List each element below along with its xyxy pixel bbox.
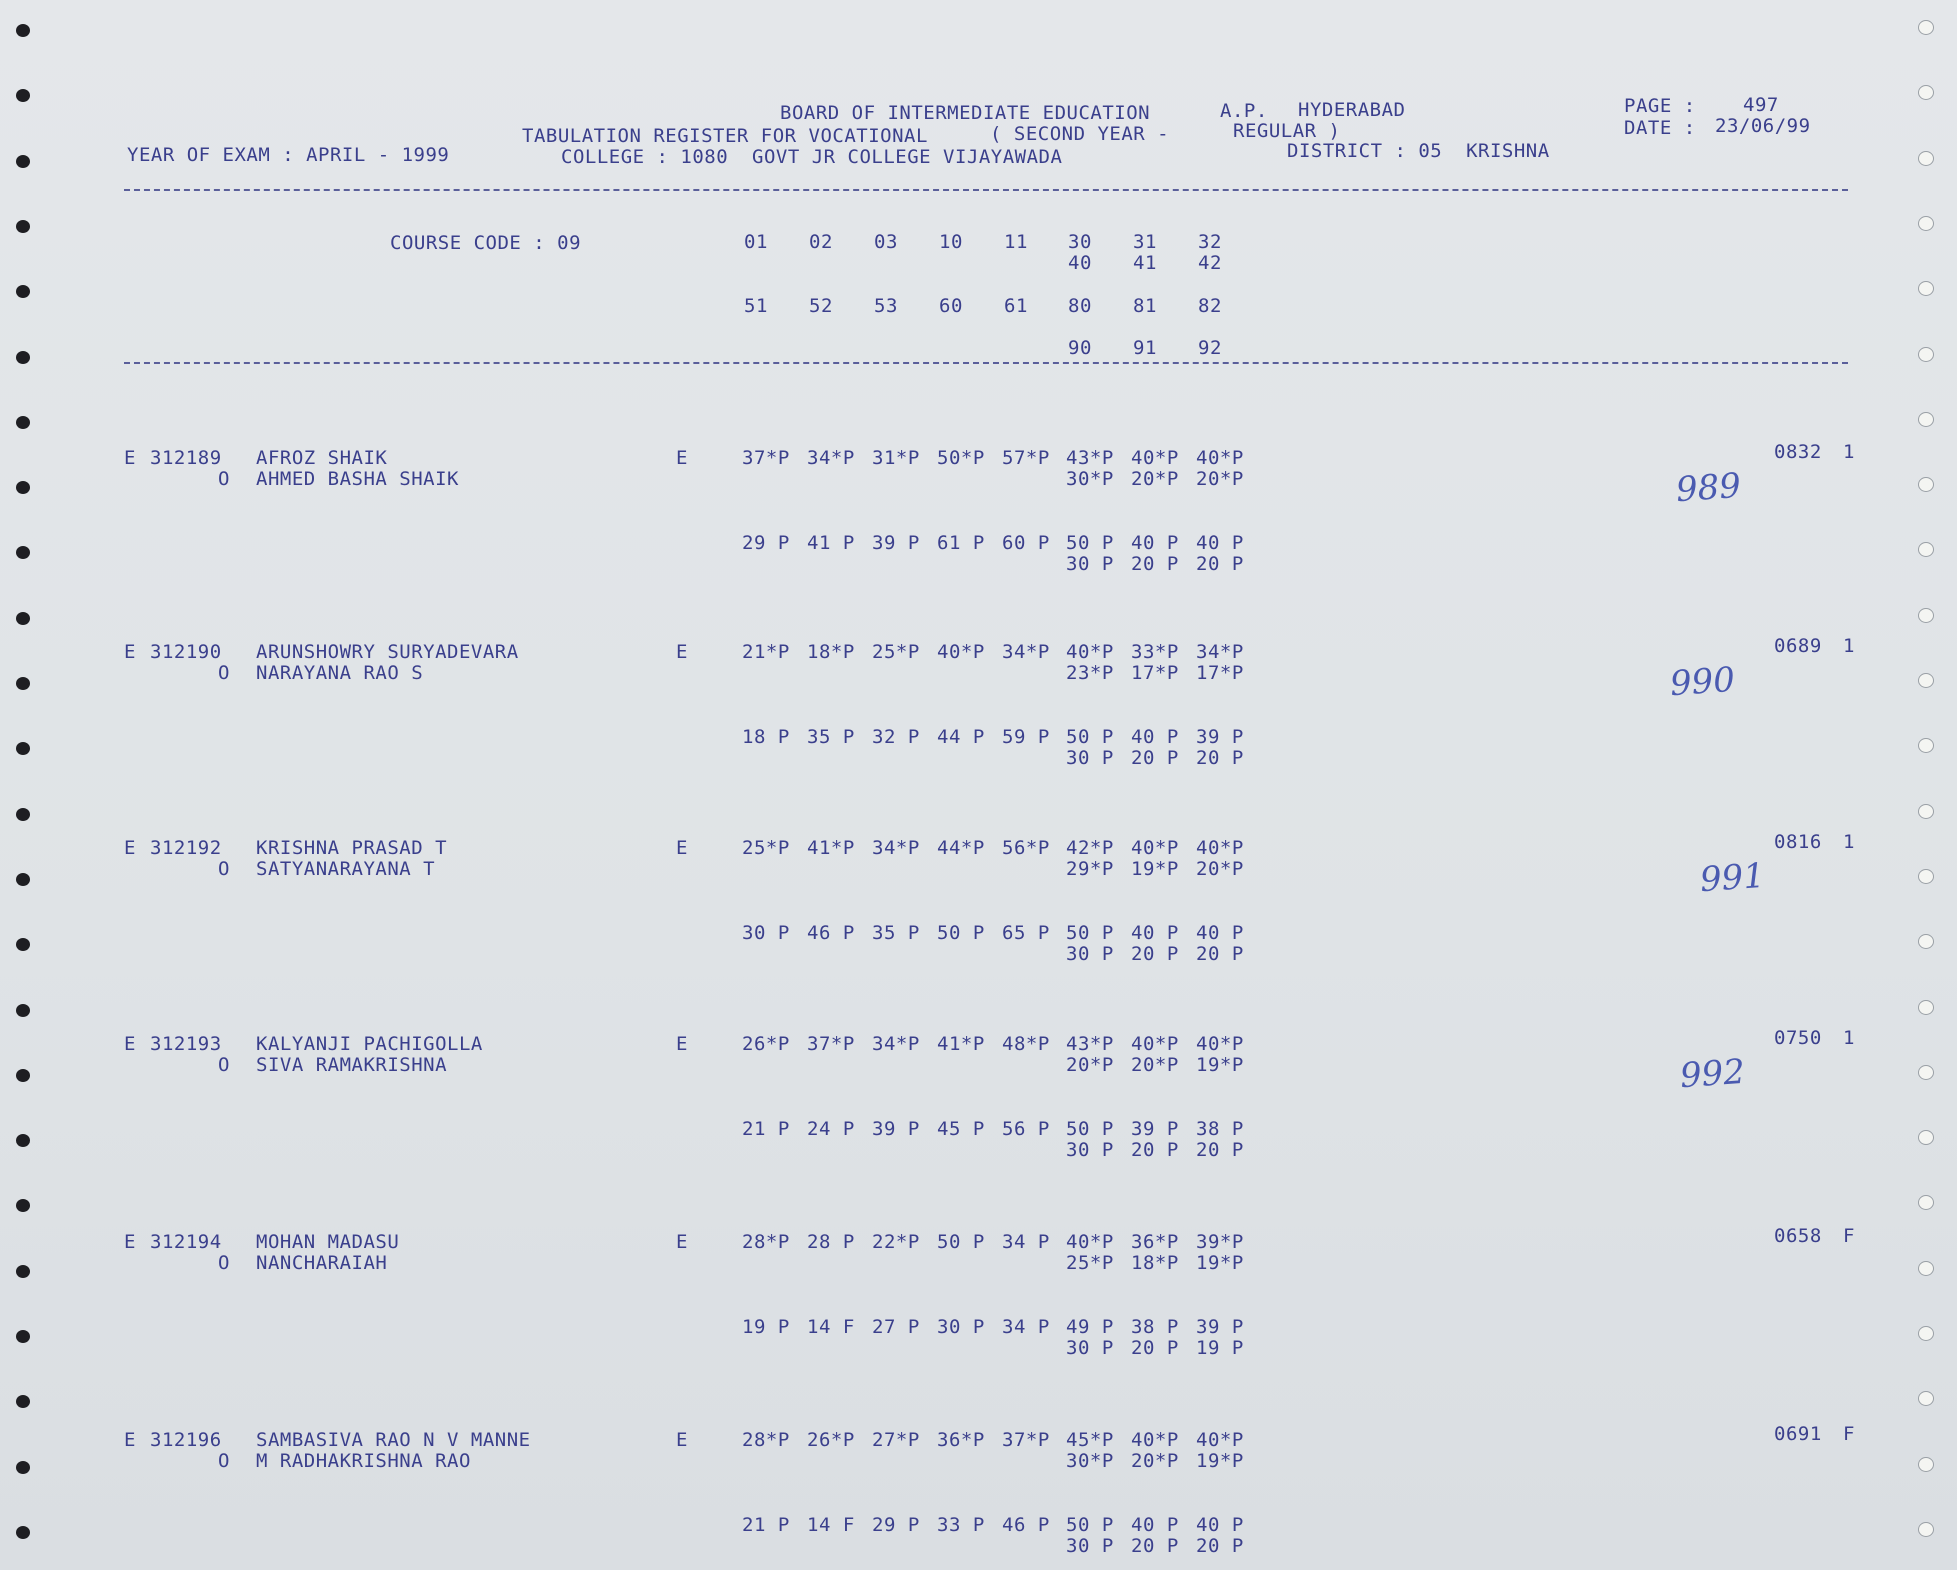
mark-cell: 20 P xyxy=(1196,1535,1244,1557)
mark-cell: 28*P xyxy=(742,1231,790,1253)
feed-hole xyxy=(16,1526,30,1539)
mark-cell: 27*P xyxy=(872,1429,920,1451)
mark-cell: 33 P xyxy=(937,1514,985,1536)
result-code: 1 xyxy=(1843,635,1855,657)
mark-cell: 40*P xyxy=(1131,447,1179,469)
result-code: F xyxy=(1843,1225,1855,1247)
mark-cell: 29*P xyxy=(1066,858,1114,880)
mark-cell: 50 P xyxy=(1066,1118,1114,1140)
date-label: DATE : xyxy=(1624,117,1696,139)
feed-hole xyxy=(16,220,30,233)
feed-hole xyxy=(1918,1065,1934,1080)
relation-code: O xyxy=(218,468,230,490)
subject-code: 80 xyxy=(1068,295,1092,317)
feed-hole xyxy=(16,1134,30,1147)
college-label: COLLEGE : 1080 GOVT JR COLLEGE VIJAYAWADA xyxy=(561,146,1063,168)
mark-cell: 48*P xyxy=(1002,1033,1050,1055)
mark-cell: 25*P xyxy=(872,641,920,663)
mark-cell: 39 P xyxy=(872,532,920,554)
print-date: 23/06/99 xyxy=(1715,115,1811,137)
mark-cell: 50 P xyxy=(1066,922,1114,944)
mark-cell: 20 P xyxy=(1131,943,1179,965)
mark-cell: 50 P xyxy=(1066,1514,1114,1536)
board-title: BOARD OF INTERMEDIATE EDUCATION xyxy=(780,102,1151,124)
mark-cell: 59 P xyxy=(1002,726,1050,748)
mark-cell: 57*P xyxy=(1002,447,1050,469)
mark-cell: 19*P xyxy=(1131,858,1179,880)
mark-cell: 20 P xyxy=(1196,747,1244,769)
mark-cell: 40*P xyxy=(1196,447,1244,469)
feed-hole xyxy=(16,677,30,690)
exam-type: E xyxy=(124,1429,136,1451)
mark-cell: 20 P xyxy=(1131,1139,1179,1161)
parent-name: M RADHAKRISHNA RAO xyxy=(256,1450,471,1472)
mark-cell: 40*P xyxy=(1131,1033,1179,1055)
mark-cell: 25*P xyxy=(742,837,790,859)
result-code: 1 xyxy=(1843,1027,1855,1049)
subject-code: 90 xyxy=(1068,337,1092,359)
mark-cell: 20 P xyxy=(1131,1337,1179,1359)
mark-cell: 41 P xyxy=(807,532,855,554)
mark-cell: 20*P xyxy=(1131,1450,1179,1472)
mark-cell: 40*P xyxy=(1196,837,1244,859)
mark-cell: 40 P xyxy=(1196,922,1244,944)
handwritten-serial: 989 xyxy=(1674,465,1743,511)
feed-hole xyxy=(1918,477,1934,492)
mark-cell: 40 P xyxy=(1196,1514,1244,1536)
feed-hole xyxy=(16,1004,30,1017)
mark-cell: 38 P xyxy=(1131,1316,1179,1338)
mark-cell: 34*P xyxy=(872,1033,920,1055)
feed-hole xyxy=(1918,673,1934,688)
exam-type: E xyxy=(124,641,136,663)
student-name: AFROZ SHAIK xyxy=(256,447,388,469)
mark-cell: 20 P xyxy=(1131,1535,1179,1557)
mark-cell: 50 P xyxy=(937,1231,985,1253)
roll-number: 312190 xyxy=(150,641,222,663)
page-label: PAGE : xyxy=(1624,95,1696,117)
result-code: F xyxy=(1843,1423,1855,1445)
mark-cell: 32 P xyxy=(872,726,920,748)
subject-code: 40 xyxy=(1068,252,1092,274)
mark-cell: 40*P xyxy=(1196,1429,1244,1451)
subject-code: 82 xyxy=(1198,295,1222,317)
city-label: HYDERABAD xyxy=(1298,99,1406,121)
mark-cell: 29 P xyxy=(872,1514,920,1536)
subject-code: 51 xyxy=(744,295,768,317)
feed-hole xyxy=(1918,20,1934,35)
mark-cell: 26*P xyxy=(742,1033,790,1055)
mark-cell: 38 P xyxy=(1196,1118,1244,1140)
total-marks: 0816 xyxy=(1774,831,1822,853)
relation-code: O xyxy=(218,1054,230,1076)
feed-hole xyxy=(16,416,30,429)
mark-cell: 19 P xyxy=(1196,1337,1244,1359)
mark-cell: 29 P xyxy=(742,532,790,554)
mark-cell: 17*P xyxy=(1196,662,1244,684)
mark-cell: 46 P xyxy=(1002,1514,1050,1536)
mark-cell: 18*P xyxy=(1131,1252,1179,1274)
parent-name: NARAYANA RAO S xyxy=(256,662,424,684)
mark-cell: 20*P xyxy=(1131,1054,1179,1076)
mark-cell: 34 P xyxy=(1002,1231,1050,1253)
mark-cell: 65 P xyxy=(1002,922,1050,944)
mark-cell: 43*P xyxy=(1066,1033,1114,1055)
mark-cell: 35 P xyxy=(872,922,920,944)
mark-cell: 36*P xyxy=(937,1429,985,1451)
student-name: ARUNSHOWRY SURYADEVARA xyxy=(256,641,519,663)
mark-cell: 50 P xyxy=(1066,532,1114,554)
mark-cell: 22*P xyxy=(872,1231,920,1253)
subject-code: 30 xyxy=(1068,231,1092,253)
feed-hole xyxy=(1918,1457,1934,1472)
mark-cell: 45 P xyxy=(937,1118,985,1140)
mark-cell: 50 P xyxy=(1066,726,1114,748)
subject-code: 61 xyxy=(1004,295,1028,317)
subject-code: 31 xyxy=(1133,231,1157,253)
mark-cell: 40 P xyxy=(1131,922,1179,944)
register-title: TABULATION REGISTER FOR VOCATIONAL xyxy=(522,125,928,147)
mark-cell: 50 P xyxy=(937,922,985,944)
feed-hole xyxy=(16,1330,30,1343)
mark-cell: 20 P xyxy=(1196,943,1244,965)
mark-cell: 45*P xyxy=(1066,1429,1114,1451)
medium-code: E xyxy=(676,837,688,859)
result-code: 1 xyxy=(1843,831,1855,853)
feed-hole xyxy=(1918,608,1934,623)
mark-cell: 14 F xyxy=(807,1514,855,1536)
mark-cell: 20*P xyxy=(1196,468,1244,490)
mark-cell: 46 P xyxy=(807,922,855,944)
header-rule xyxy=(124,189,1848,191)
feed-hole xyxy=(1918,1522,1934,1537)
feed-hole xyxy=(1918,1000,1934,1015)
mark-cell: 60 P xyxy=(1002,532,1050,554)
mark-cell: 56 P xyxy=(1002,1118,1050,1140)
medium-code: E xyxy=(676,1033,688,1055)
mark-cell: 21 P xyxy=(742,1514,790,1536)
subject-code: 41 xyxy=(1133,252,1157,274)
mark-cell: 14 F xyxy=(807,1316,855,1338)
mark-cell: 30*P xyxy=(1066,468,1114,490)
student-name: SAMBASIVA RAO N V MANNE xyxy=(256,1429,531,1451)
feed-hole xyxy=(16,1069,30,1082)
mark-cell: 39 P xyxy=(872,1118,920,1140)
mark-cell: 20 P xyxy=(1131,553,1179,575)
mark-cell: 40 P xyxy=(1131,1514,1179,1536)
mark-cell: 43*P xyxy=(1066,447,1114,469)
student-name: KALYANJI PACHIGOLLA xyxy=(256,1033,483,1055)
mark-cell: 30 P xyxy=(1066,1337,1114,1359)
mark-cell: 37*P xyxy=(807,1033,855,1055)
regular-label: REGULAR ) xyxy=(1233,120,1341,142)
parent-name: NANCHARAIAH xyxy=(256,1252,388,1274)
mark-cell: 34*P xyxy=(1196,641,1244,663)
mark-cell: 40 P xyxy=(1196,532,1244,554)
feed-hole xyxy=(1918,869,1934,884)
subject-code: 10 xyxy=(939,231,963,253)
year-label: ( SECOND YEAR - xyxy=(990,123,1170,145)
mark-cell: 20*P xyxy=(1066,1054,1114,1076)
mark-cell: 39 P xyxy=(1196,726,1244,748)
parent-name: SATYANARAYANA T xyxy=(256,858,436,880)
feed-hole xyxy=(16,873,30,886)
mark-cell: 34*P xyxy=(807,447,855,469)
relation-code: O xyxy=(218,1450,230,1472)
mark-cell: 20 P xyxy=(1131,747,1179,769)
total-marks: 0750 xyxy=(1774,1027,1822,1049)
result-code: 1 xyxy=(1843,441,1855,463)
total-marks: 0689 xyxy=(1774,635,1822,657)
subject-code: 53 xyxy=(874,295,898,317)
roll-number: 312193 xyxy=(150,1033,222,1055)
mark-cell: 30 P xyxy=(1066,747,1114,769)
course-code: COURSE CODE : 09 xyxy=(390,232,582,254)
mark-cell: 25*P xyxy=(1066,1252,1114,1274)
subject-code: 92 xyxy=(1198,337,1222,359)
mark-cell: 19 P xyxy=(742,1316,790,1338)
mark-cell: 31*P xyxy=(872,447,920,469)
mark-cell: 61 P xyxy=(937,532,985,554)
mark-cell: 40 P xyxy=(1131,726,1179,748)
subject-code: 02 xyxy=(809,231,833,253)
exam-type: E xyxy=(124,1033,136,1055)
mark-cell: 30 P xyxy=(937,1316,985,1338)
mark-cell: 30*P xyxy=(1066,1450,1114,1472)
mark-cell: 23*P xyxy=(1066,662,1114,684)
mark-cell: 33*P xyxy=(1131,641,1179,663)
mark-cell: 56*P xyxy=(1002,837,1050,859)
exam-type: E xyxy=(124,837,136,859)
mark-cell: 40*P xyxy=(1066,1231,1114,1253)
feed-hole xyxy=(16,612,30,625)
subject-code: 91 xyxy=(1133,337,1157,359)
parent-name: SIVA RAMAKRISHNA xyxy=(256,1054,448,1076)
feed-hole xyxy=(1918,1130,1934,1145)
feed-hole xyxy=(16,24,30,37)
feed-hole xyxy=(16,481,30,494)
course-rule xyxy=(124,362,1848,364)
relation-code: O xyxy=(218,662,230,684)
student-name: MOHAN MADASU xyxy=(256,1231,400,1253)
mark-cell: 26*P xyxy=(807,1429,855,1451)
mark-cell: 18*P xyxy=(807,641,855,663)
medium-code: E xyxy=(676,1429,688,1451)
mark-cell: 40*P xyxy=(1066,641,1114,663)
mark-cell: 39 P xyxy=(1196,1316,1244,1338)
mark-cell: 18 P xyxy=(742,726,790,748)
subject-code: 81 xyxy=(1133,295,1157,317)
mark-cell: 41*P xyxy=(937,1033,985,1055)
district-label: DISTRICT : 05 KRISHNA xyxy=(1287,140,1550,162)
feed-hole xyxy=(1918,412,1934,427)
mark-cell: 17*P xyxy=(1131,662,1179,684)
mark-cell: 34*P xyxy=(872,837,920,859)
mark-cell: 34 P xyxy=(1002,1316,1050,1338)
mark-cell: 30 P xyxy=(742,922,790,944)
mark-cell: 30 P xyxy=(1066,553,1114,575)
relation-code: O xyxy=(218,1252,230,1274)
mark-cell: 39 P xyxy=(1131,1118,1179,1140)
feed-hole xyxy=(1918,804,1934,819)
mark-cell: 30 P xyxy=(1066,1535,1114,1557)
mark-cell: 40*P xyxy=(1131,1429,1179,1451)
subject-code: 52 xyxy=(809,295,833,317)
roll-number: 312196 xyxy=(150,1429,222,1451)
mark-cell: 21*P xyxy=(742,641,790,663)
year-of-exam: YEAR OF EXAM : APRIL - 1999 xyxy=(127,144,450,166)
medium-code: E xyxy=(676,1231,688,1253)
mark-cell: 20*P xyxy=(1131,468,1179,490)
subject-code: 60 xyxy=(939,295,963,317)
feed-hole xyxy=(16,351,30,364)
mark-cell: 34*P xyxy=(1002,641,1050,663)
total-marks: 0832 xyxy=(1774,441,1822,463)
page-number: 497 xyxy=(1743,94,1779,116)
total-marks: 0691 xyxy=(1774,1423,1822,1445)
mark-cell: 28*P xyxy=(742,1429,790,1451)
total-marks: 0658 xyxy=(1774,1225,1822,1247)
medium-code: E xyxy=(676,641,688,663)
subject-code: 01 xyxy=(744,231,768,253)
mark-cell: 20 P xyxy=(1196,1139,1244,1161)
relation-code: O xyxy=(218,858,230,880)
roll-number: 312194 xyxy=(150,1231,222,1253)
roll-number: 312192 xyxy=(150,837,222,859)
mark-cell: 21 P xyxy=(742,1118,790,1140)
feed-hole xyxy=(16,155,30,168)
subject-code: 42 xyxy=(1198,252,1222,274)
feed-hole xyxy=(16,1265,30,1278)
student-name: KRISHNA PRASAD T xyxy=(256,837,448,859)
handwritten-serial: 992 xyxy=(1678,1051,1747,1097)
mark-cell: 42*P xyxy=(1066,837,1114,859)
mark-cell: 44 P xyxy=(937,726,985,748)
feed-hole xyxy=(16,808,30,821)
mark-cell: 20*P xyxy=(1196,858,1244,880)
mark-cell: 36*P xyxy=(1131,1231,1179,1253)
roll-number: 312189 xyxy=(150,447,222,469)
feed-hole xyxy=(1918,347,1934,362)
mark-cell: 24 P xyxy=(807,1118,855,1140)
mark-cell: 28 P xyxy=(807,1231,855,1253)
mark-cell: 40*P xyxy=(1131,837,1179,859)
state-label: A.P. xyxy=(1220,100,1268,122)
feed-hole xyxy=(1918,1261,1934,1276)
mark-cell: 30 P xyxy=(1066,1139,1114,1161)
parent-name: AHMED BASHA SHAIK xyxy=(256,468,459,490)
mark-cell: 19*P xyxy=(1196,1450,1244,1472)
mark-cell: 50*P xyxy=(937,447,985,469)
subject-code: 11 xyxy=(1004,231,1028,253)
handwritten-serial: 990 xyxy=(1668,659,1737,705)
mark-cell: 39*P xyxy=(1196,1231,1244,1253)
feed-hole xyxy=(1918,151,1934,166)
mark-cell: 30 P xyxy=(1066,943,1114,965)
mark-cell: 40*P xyxy=(1196,1033,1244,1055)
mark-cell: 40*P xyxy=(937,641,985,663)
mark-cell: 40 P xyxy=(1131,532,1179,554)
feed-hole xyxy=(1918,1326,1934,1341)
mark-cell: 35 P xyxy=(807,726,855,748)
mark-cell: 27 P xyxy=(872,1316,920,1338)
mark-cell: 19*P xyxy=(1196,1252,1244,1274)
mark-cell: 49 P xyxy=(1066,1316,1114,1338)
feed-hole xyxy=(1918,216,1934,231)
mark-cell: 19*P xyxy=(1196,1054,1244,1076)
feed-hole xyxy=(16,1461,30,1474)
mark-cell: 44*P xyxy=(937,837,985,859)
mark-cell: 41*P xyxy=(807,837,855,859)
mark-cell: 37*P xyxy=(1002,1429,1050,1451)
subject-code: 03 xyxy=(874,231,898,253)
mark-cell: 20 P xyxy=(1196,553,1244,575)
medium-code: E xyxy=(676,447,688,469)
exam-type: E xyxy=(124,447,136,469)
subject-code: 32 xyxy=(1198,231,1222,253)
exam-type: E xyxy=(124,1231,136,1253)
handwritten-serial: 991 xyxy=(1698,855,1767,901)
mark-cell: 37*P xyxy=(742,447,790,469)
